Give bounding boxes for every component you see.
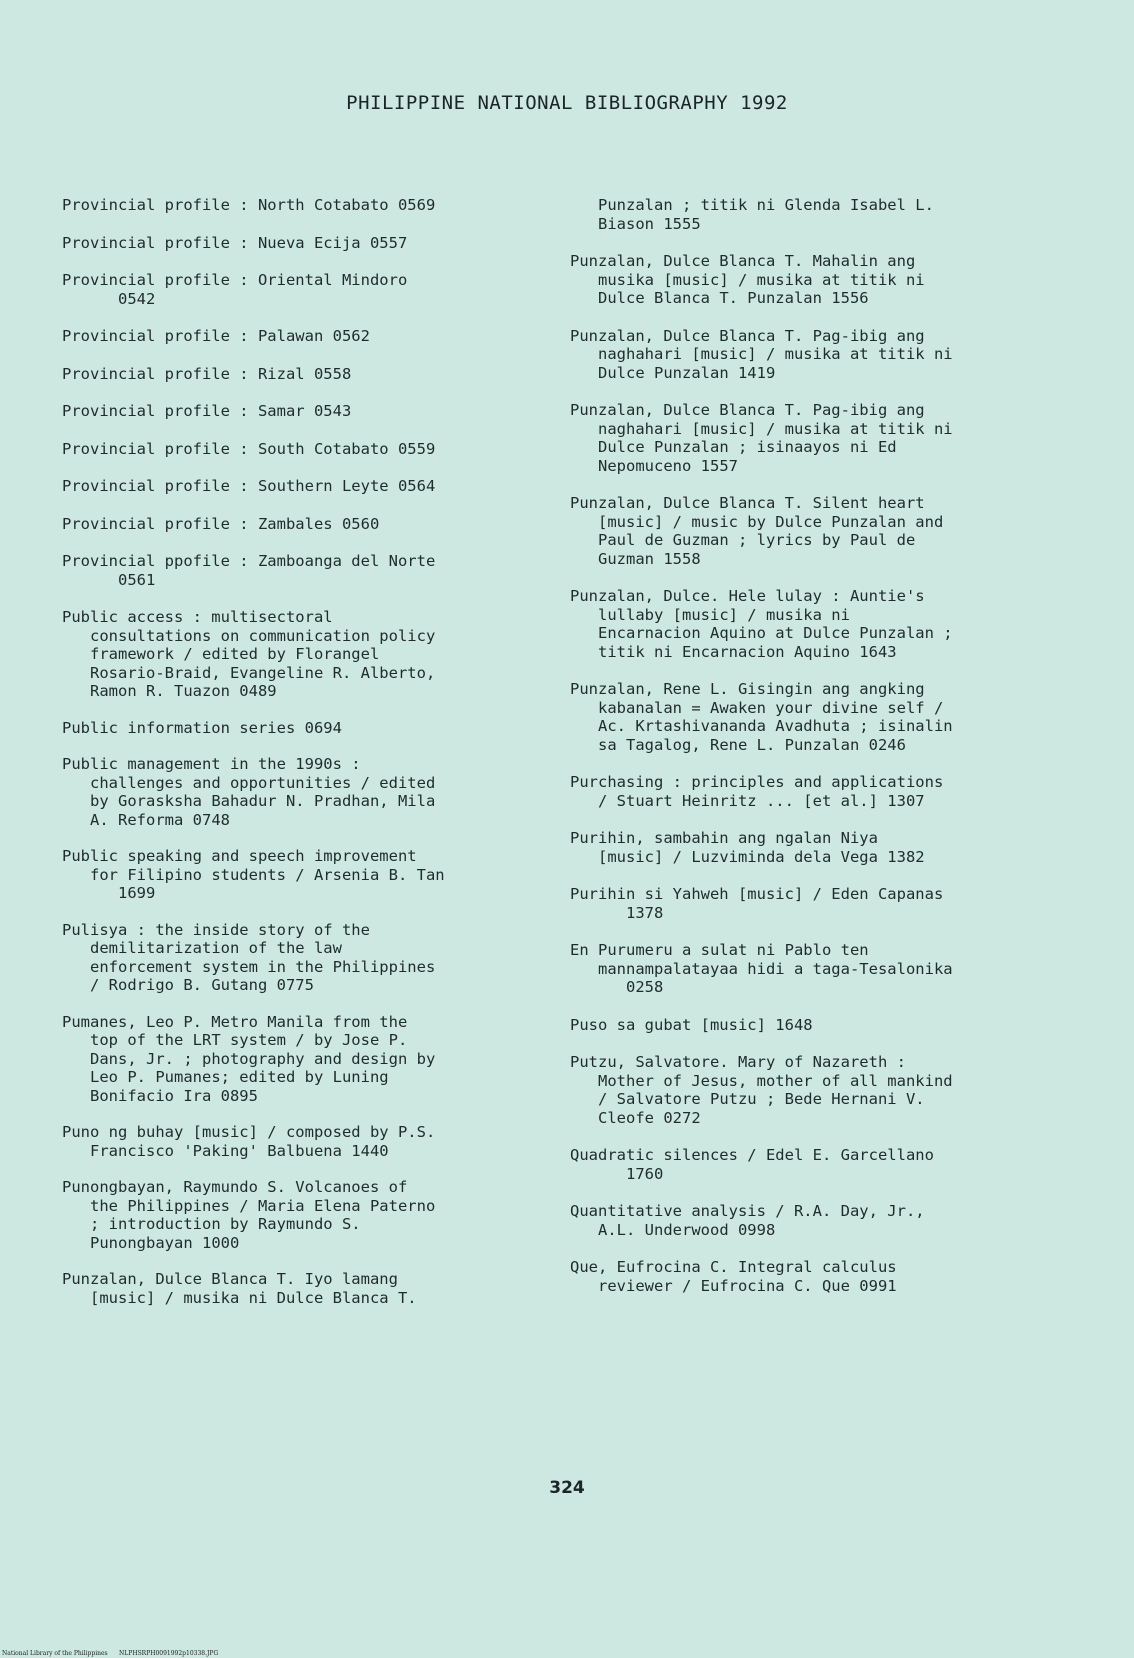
list-item: Punongbayan, Raymundo S. Volcanoes of the Philippines / Maria Elena Paterno ; introduction by Raymundo S. Punongbayan 1000 — [62, 1178, 436, 1252]
list-item: Public speaking and speech improvement for Filipino students / Arsenia B. Tan 1699 — [62, 847, 445, 902]
list-item: Provincial profile : Samar 0543 — [62, 402, 352, 420]
left-column — [62, 196, 542, 1325]
list-item: Public access : multisectoral consultations on communication policy framework / edited by Florangel Rosario-Braid, Evangeline R. Alberto, Ramon R. Tuazon 0489 — [62, 608, 436, 700]
list-item: Public information series 0694 — [62, 718, 342, 737]
list-item: Puno ng buhay [music] / composed by P.S. Francisco 'Paking' Balbuena 1440 — [62, 1123, 436, 1160]
list-item: Punzalan, Rene L. Gisingin ang angking kabanalan = Awaken your divine self / Ac. Krtashivananda Avadhuta ; isinalin sa Tagalog, Rene L. Punzalan 0246 — [570, 680, 953, 754]
list-item: Provincial profile : Southern Leyte 0564 — [62, 477, 436, 495]
list-item: Puso sa gubat [music] 1648 — [570, 1015, 813, 1034]
page-title: PHILIPPINE NATIONAL BIBLIOGRAPHY 1992 — [346, 92, 788, 114]
list-item: Provincial profile : Palawan 0562 — [62, 327, 370, 345]
list-item: Purihin si Yahweh [music] / Eden Capanas 1378 — [570, 885, 944, 922]
list-item: Provincial profile : Nueva Ecija 0557 — [62, 233, 408, 252]
list-item: Punzalan, Dulce Blanca T. Pag-ibig ang naghahari [music] / musika at titik ni Dulce Punzalan 1419 — [570, 326, 953, 382]
list-item: Provincial profile : Zambales 0560 — [62, 514, 380, 533]
list-item: Punzalan, Dulce Blanca T. Iyo lamang [music] / musika ni Dulce Blanca T. — [62, 1270, 417, 1307]
list-item: Provincial profile : Oriental Mindoro 0542 — [62, 271, 408, 308]
page-number: 324 — [549, 1478, 585, 1498]
list-item: Purihin, sambahin ang ngalan Niya [music] / Luzviminda dela Vega 1382 — [570, 829, 925, 866]
list-item: Provincial profile : South Cotabato 0559 — [62, 439, 436, 458]
list-item: Punzalan ; titik ni Glenda Isabel L. Biason 1555 — [598, 196, 934, 233]
list-item: Pumanes, Leo P. Metro Manila from the top of the LRT system / by Jose P. Dans, Jr. ; photography and design by Leo P. Pumanes; edited by Luning Bonifacio Ira 0895 — [62, 1012, 436, 1105]
list-item: Putzu, Salvatore. Mary of Nazareth : Mother of Jesus, mother of all mankind / Salvatore Putzu ; Bede Hernani V. Cleofe 0272 — [570, 1053, 953, 1127]
list-item: En Purumeru a sulat ni Pablo ten mannampalatayaa hidi a taga-Tesalonika 0258 — [570, 941, 953, 996]
list-item: Que, Eufrocina C. Integral calculus reviewer / Eufrocina C. Que 0991 — [570, 1258, 897, 1295]
right-column — [570, 196, 1045, 1314]
list-item: Quantitative analysis / R.A. Day, Jr., A.L. Underwood 0998 — [570, 1202, 925, 1239]
list-item: Provincial profile : Rizal 0558 — [62, 364, 352, 383]
list-item: Quadratic silences / Edel E. Garcellano 1760 — [570, 1146, 934, 1183]
list-item: Punzalan, Dulce Blanca T. Silent heart [music] / music by Dulce Punzalan and Paul de Guzman ; lyrics by Paul de Guzman 1558 — [570, 494, 944, 568]
list-item: Public management in the 1990s : challenges and opportunities / edited by Gorasksha Bahadur N. Pradhan, Mila A. Reforma 0748 — [62, 755, 436, 829]
list-item: Punzalan, Dulce. Hele lulay : Auntie's lullaby [music] / musika ni Encarnacion Aquino at Dulce Punzalan ; titik ni Encarnacion Aquino 1643 — [570, 587, 953, 661]
list-item: Punzalan, Dulce Blanca T. Mahalin ang musika [music] / musika at titik ni Dulce Blanca T. Punzalan 1556 — [570, 252, 925, 307]
list-item: Pulisya : the inside story of the demilitarization of the law enforcement system in the Philippines / Rodrigo B. Gutang 0775 — [62, 920, 436, 994]
list-item: Provincial ppofile : Zamboanga del Norte 0561 — [62, 552, 436, 589]
list-item: Provincial profile : North Cotabato 0569 — [62, 196, 436, 214]
footer-caption: National Library of the Philippines NLPHSRPH0091992p10338.JPG — [2, 1650, 219, 1657]
list-item: Punzalan, Dulce Blanca T. Pag-ibig ang naghahari [music] / musika at titik ni Dulce Punzalan ; isinaayos ni Ed Nepomuceno 1557 — [570, 401, 953, 475]
list-item: Purchasing : principles and applications / Stuart Heinritz ... [et al.] 1307 — [570, 773, 944, 810]
